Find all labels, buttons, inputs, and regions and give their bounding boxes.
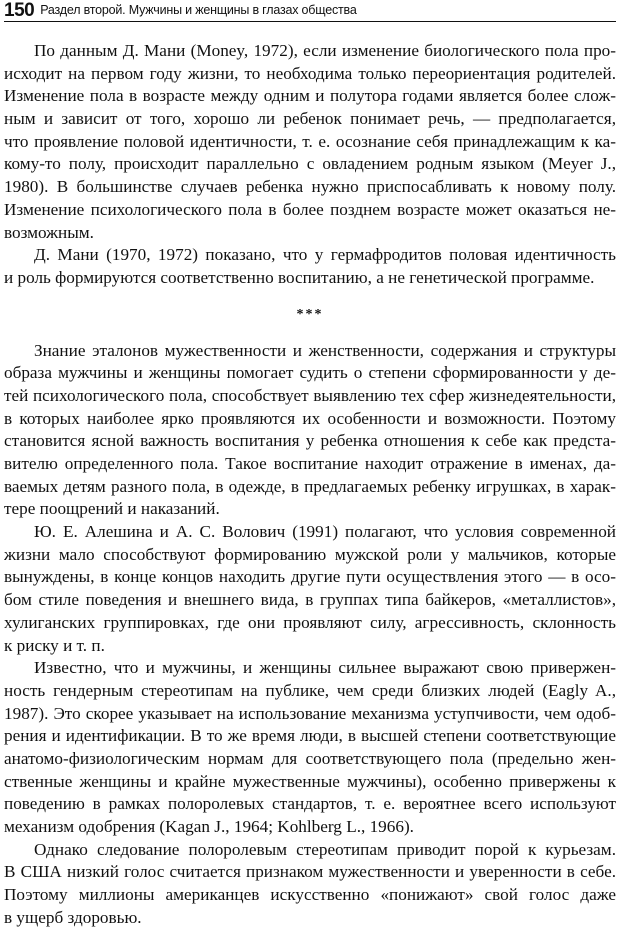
page-number: 150 (4, 0, 35, 21)
text-line: тере поощрений и наказаний. (4, 499, 220, 519)
text-line: Однако следование полоролевым стереотипам приводит порой к курьезам. (34, 839, 616, 859)
text-line: Знание эталонов мужественности и женственности, содержания и структуры (34, 340, 616, 360)
paragraph-5 (4, 657, 616, 839)
paragraph-1 (4, 40, 616, 244)
text-line: Поэтому миллионы американцев искусственно «понижают» свой голос даже (4, 885, 616, 905)
text-line: вителю определенного пола. Такое воспитание находит отражение в именах, да- (4, 454, 616, 473)
text-line: Изменение пола в возрасте между одним и полутора годами является более слож- (4, 86, 616, 106)
text-line: анатомо-физиологическим нормам для соответствующего пола (предельно жен- (4, 748, 616, 768)
text-line: хулиганских группировках, где они проявляют силу, агрессивность, склонность (4, 612, 616, 632)
text-line: что проявление половой идентичности, т. е. осознание себя принадлежащим к ка- (4, 131, 616, 151)
text-line: в ущерб здоровью. (4, 907, 142, 927)
text-line: возможным. (4, 222, 94, 242)
text-line: В США низкий голос считается признаком мужественности и уверенности в себе. (4, 862, 616, 882)
section-separator: *** (296, 306, 324, 322)
spacer (4, 327, 616, 340)
text-line: По данным Д. Мани (Money, 1972), если изменение биологического пола про- (34, 41, 616, 60)
text-line: поведению в рамках полоролевых стандартов, т. е. вероятнее всего используют (4, 794, 616, 814)
text-line: тей психологического пола, способствует выявлению тех сфер жизнедеятельности, (4, 385, 616, 405)
text-line: 1980). В большинстве случаев ребенка нужно приспосабливать к новому полу. (4, 177, 616, 197)
text-line: кому-то полу, происходит параллельно с овладением родным языком (Meyer J., (4, 154, 616, 174)
paragraph-3 (4, 340, 616, 522)
text-line: Д. Мани (1970, 1972) показано, что у гермафродитов половая идентичность (34, 245, 616, 265)
text-line: в которых наиболее ярко проявляются их особенности и возможности. Поэтому (4, 408, 616, 428)
text-line: ность гендерным стереотипам на публике, чем среди близких людей (Eagly A., (4, 680, 616, 700)
running-head: Раздел второй. Мужчины и женщины в глазах общества (40, 3, 357, 17)
paragraph-4 (4, 521, 616, 657)
body-text (4, 40, 616, 929)
text-line: ваемых детям разного пола, в одежде, в предлагаемых ребенку игрушках, в харак- (4, 476, 616, 496)
paragraph-6 (4, 839, 616, 929)
text-line: 1987). Это скорее указывает на использование механизма уступчивости, чем одоб- (4, 703, 616, 723)
text-line: ным и зависит от того, хорошо ли ребенок понимает речь, — предполагается, (4, 109, 616, 129)
text-line: образа мужчины и женщины помогает судить о степени сформированности у де- (4, 363, 616, 383)
text-line: Ю. Е. Алешина и А. С. Волович (1991) полагают, что условия современной (34, 522, 616, 542)
text-line: жизни мало способствуют формированию мужской роли у мальчиков, которые (4, 544, 616, 564)
text-line: ственные женщины и крайне мужественные мужчины), особенно привержены к (4, 771, 616, 791)
text-line: и роль формируются соответственно воспитанию, а не генетической программе. (4, 267, 595, 287)
text-line: механизм одобрения (Kagan J., 1964; Kohlberg L., 1966). (4, 817, 414, 836)
text-line: становится ясной важность воспитания у ребенка отношения к себе как предста- (4, 431, 616, 451)
text-line: рения и идентификации. В то же время люди, в высшей степени соответствующие (4, 726, 616, 746)
spacer (4, 290, 616, 303)
text-line: вынуждены, в конце концов находить другие пути осуществления этого — в осо- (4, 567, 616, 587)
text-line: Изменение психологического пола в более позднем возрасте может оказаться не- (4, 199, 616, 219)
page-header (4, 0, 616, 22)
paragraph-2 (4, 244, 616, 289)
text-line: исходит на первом году жизни, то необходима только переориентация родителей. (4, 63, 616, 83)
text-line: Известно, что и мужчины, и женщины сильнее выражают свою привержен- (34, 658, 616, 678)
text-line: к риску и т. п. (4, 635, 105, 655)
text-line: бом стиле поведения и внешнего вида, в группах типа байкеров, «металлистов», (4, 590, 616, 610)
